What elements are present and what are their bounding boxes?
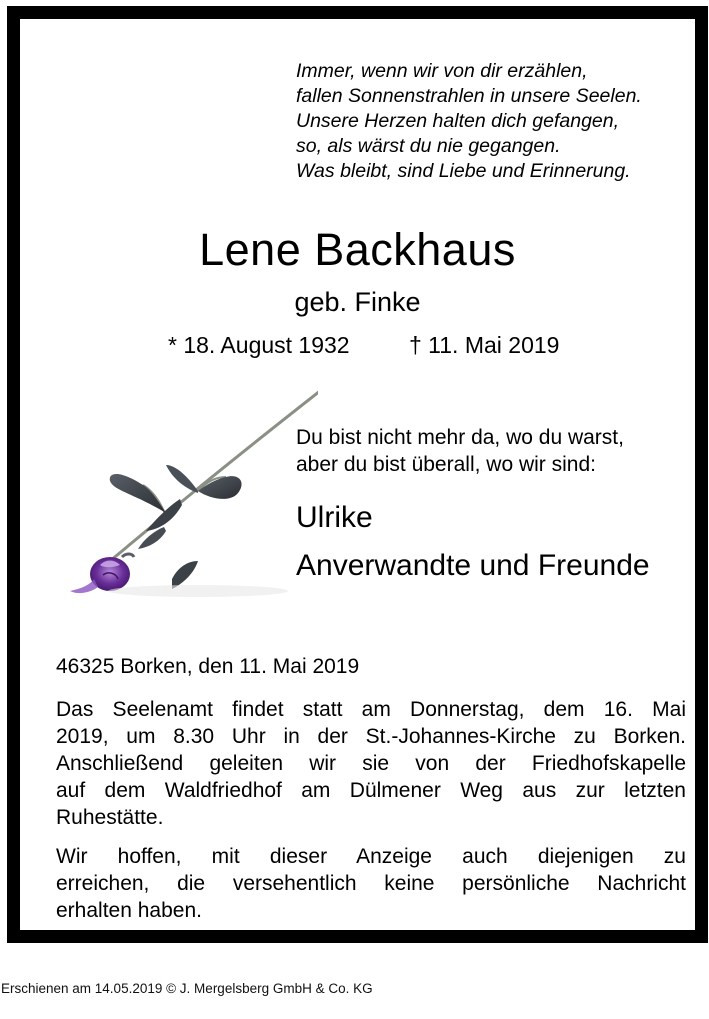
- birth-name: geb. Finke: [294, 287, 421, 317]
- poem-line: Immer, wenn wir von dir erzählen,: [296, 60, 588, 82]
- poem-line: so, als wärst du nie gegangen.: [296, 135, 561, 157]
- paragraph-line: erreichen, die versehentlich keine persönliche Nachricht: [56, 872, 686, 895]
- death-date: † 11. Mai 2019: [409, 332, 560, 358]
- mourner-name: Anverwandte und Freunde: [296, 549, 650, 582]
- quote-line: Du bist nicht mehr da, wo du warst,: [296, 426, 624, 449]
- mourner-name: Ulrike: [296, 501, 373, 534]
- place-date: 46325 Borken, den 11. Mai 2019: [56, 655, 360, 678]
- poem-line: Unsere Herzen halten dich gefangen,: [296, 110, 620, 132]
- service-paragraph: [56, 696, 686, 831]
- deceased-name: Lene Backhaus: [199, 224, 516, 275]
- paragraph-line: Ruhestätte.: [56, 806, 164, 829]
- obituary-frame: [7, 6, 708, 943]
- rose-icon: [48, 381, 318, 605]
- poem: [296, 59, 706, 184]
- quote-line: aber du bist überall, wo wir sind:: [296, 453, 596, 476]
- quote: [296, 424, 624, 478]
- paragraph-line: Das Seelenamt findet statt am Donnerstag, dem 16. Mai: [56, 698, 686, 721]
- paragraph-line: erhalten haben.: [56, 899, 202, 922]
- birth-date: * 18. August 1932: [168, 332, 350, 358]
- poem-line: Was bleibt, sind Liebe und Erinnerung.: [296, 160, 631, 182]
- poem-line: fallen Sonnenstrahlen in unsere Seelen.: [296, 85, 642, 107]
- paragraph-line: 2019, um 8.30 Uhr in der St.-Johannes-Kirche zu Borken.: [56, 725, 686, 748]
- paragraph-line: Wir hoffen, mit dieser Anzeige auch diejenigen zu: [56, 845, 686, 868]
- publication-footer: Erschienen am 14.05.2019 © J. Mergelsberg GmbH & Co. KG: [1, 981, 373, 996]
- closing-paragraph: [56, 843, 686, 924]
- paragraph-line: Anschließend geleiten wir sie von der Friedhofskapelle: [56, 752, 686, 775]
- paragraph-line: auf dem Waldfriedhof am Dülmener Weg aus zur letzten: [56, 779, 686, 802]
